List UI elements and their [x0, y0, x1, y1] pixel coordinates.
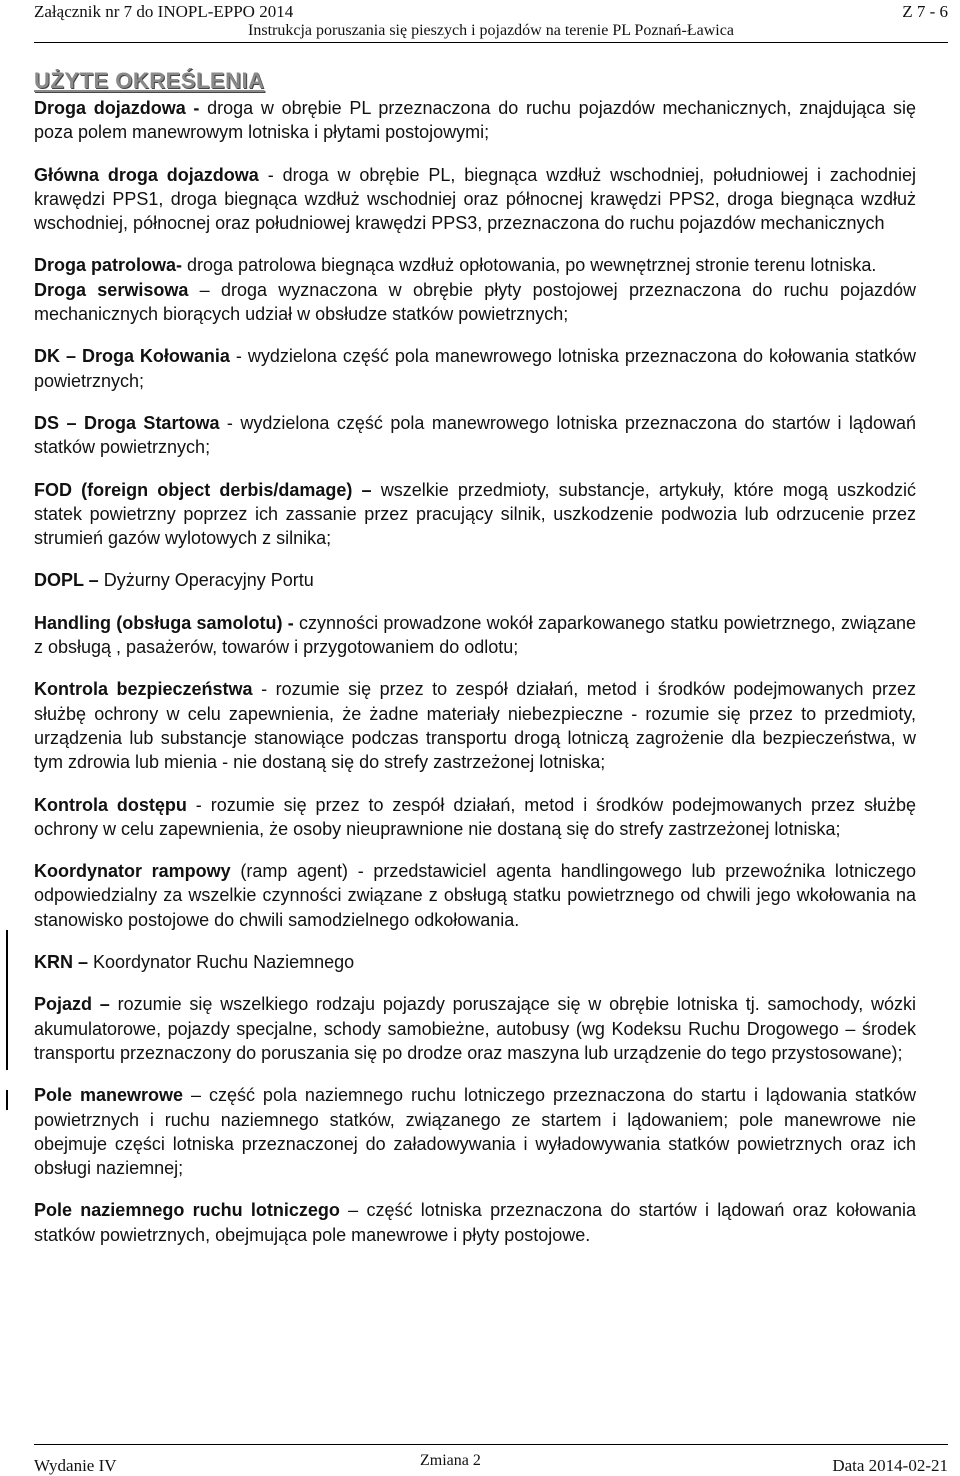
definition-term: KRN –: [34, 952, 89, 973]
definition-text: Koordynator Ruchu Naziemnego: [88, 952, 355, 973]
definition-entry: [34, 611, 916, 660]
definition-text: - wydzielona część pola manewrowego lotniska przeznaczona do startów i lądowań statków powietrznych;: [34, 412, 916, 458]
definition-entry: [34, 677, 916, 774]
definition-term: Droga patrolowa-: [34, 255, 183, 276]
definition-term: Główna droga dojazdowa: [34, 164, 259, 185]
definition-entry: [34, 253, 916, 277]
definition-term: Koordynator rampowy: [34, 861, 231, 882]
definition-entry: [34, 568, 916, 592]
definition-term: DK – Droga Kołowania: [34, 346, 230, 367]
change-bar: [6, 930, 8, 1070]
header-subtitle: Instrukcja poruszania się pieszych i pojazdów na terenie PL Poznań-Ławica: [248, 22, 734, 39]
definition-text: (ramp agent) - przedstawiciel agenta handlingowego lub przewoźnika lotniczego odpowiedzialny za wszelkie czynności związane z obsługą statku powietrznego od chwili jego wkołowania na stanowisko postojowe do chwili samodzielnego odkołowania.: [34, 861, 916, 930]
definition-term: Kontrola bezpieczeństwa: [34, 679, 253, 700]
definition-term: DS – Droga Startowa: [34, 412, 220, 433]
definition-term: FOD (foreign object derbis/damage) –: [34, 479, 372, 500]
definition-term: Droga serwisowa: [34, 279, 189, 300]
change-bar: [6, 1090, 8, 1110]
definition-entry: [34, 96, 916, 145]
header-attachment-title: Załącznik nr 7 do INOPL-EPPO 2014: [34, 2, 294, 21]
definition-text: – część lotniska przeznaczona do startów i lądowań oraz kołowania statków powietrznych, obejmująca pole manewrowe i płyty postojowe.: [34, 1200, 916, 1245]
definition-entry: [34, 950, 916, 974]
definition-text: - wydzielona część pola manewrowego lotniska przeznaczona do kołowania statków powietrznych;: [34, 346, 916, 391]
definition-term: DOPL –: [34, 570, 99, 591]
definition-entry: [34, 992, 916, 1065]
definition-text: - droga w obrębie PL, biegnąca wzdłuż wschodniej, południowej i zachodniej krawędzi PPS1, droga biegnąca wzdłuż wschodniej oraz północnej krawędzi PPS2, droga biegnąca wzdłuż wschodniej, północnej oraz południowej krawędzi PPS3, przeznaczona do ruchu pojazdów mechanicznych: [34, 164, 916, 234]
definition-text: droga w obrębie PL przeznaczona do ruchu pojazdów mechanicznych, znajdująca się poza polem manewrowym lotniska i płytami postojowymi;: [34, 98, 916, 143]
definition-text: – droga wyznaczona w obrębie płyty postojowej przeznaczona do ruchu pojazdów mechanicznych biorących udział w obsłudze statków powietrznych;: [34, 279, 916, 325]
definition-entry: [34, 478, 916, 551]
definition-entry: [34, 163, 916, 236]
header-page-number: Z 7 - 6: [902, 2, 948, 21]
definition-text: droga patrolowa biegnąca wzdłuż opłotowania, po wewnętrznej stronie terenu lotniska.: [182, 255, 877, 276]
definition-text: - rozumie się przez to zespół działań, metod i środków podejmowanych przez służbę ochrony w celu zapewnienia, że żadne materiały niebezpieczne - rozumie się przez to przedmioty, urządzenia lub substancje stanowiące podczas transportu drogą lotniczą zagrożenie dla bezpieczeństwa, w tym zdrowia lub mienia - nie dostaną się do strefy zastrzeżonej lotniska;: [34, 679, 917, 773]
definition-term: Pojazd –: [34, 994, 110, 1015]
definition-text: czynności prowadzone wokół zaparkowanego statku powietrznego, związane z obsługą , pasażerów, towarów i przygotowaniem do odlotu;: [34, 612, 916, 658]
definition-entry: [34, 859, 916, 932]
definitions-list: [34, 96, 916, 1247]
definition-entry: [34, 411, 916, 460]
definition-text: - rozumie się przez to zespół działań, metod i środków podejmowanych przez służbę ochrony w celu zapewnienia, że osoby nieuprawnione nie dostaną się do strefy zastrzeżonej lotniska;: [34, 794, 916, 839]
definition-entry: [34, 344, 916, 393]
definition-entry: [34, 1198, 916, 1247]
definition-entry: [34, 793, 916, 842]
section-title: UŻYTE OKREŚLENIA: [34, 68, 265, 93]
definition-entry: [34, 1083, 916, 1180]
footer-change: Zmiana 2: [420, 1452, 481, 1469]
definition-term: Pole naziemnego ruchu lotniczego: [34, 1200, 340, 1221]
definition-term: Handling (obsługa samolotu) -: [34, 612, 294, 633]
page-header: [34, 0, 948, 43]
definition-text: Dyżurny Operacyjny Portu: [98, 570, 314, 591]
definition-term: Kontrola dostępu: [34, 794, 187, 815]
definition-text: wszelkie przedmioty, substancje, artykuły, które mogą uszkodzić statek powietrzny poprzez ich zassanie przez pracujący silnik, uszkodzenie podwozia lub odrzucenie przez strumień gazów wylotowych z silnika;: [34, 479, 917, 549]
footer-date: Data 2014-02-21: [832, 1456, 948, 1475]
definition-term: Pole manewrowe: [34, 1085, 184, 1106]
definition-entry: [34, 278, 916, 327]
definition-term: Droga dojazdowa -: [34, 98, 200, 118]
definition-text: – część pola naziemnego ruchu lotniczego przeznaczona do startu i lądowania statków powietrznych i ruchu naziemnego statków, związanego ze startem i lądowaniem; pole manewrowe nie obejmuje części lotniska przeznaczonej do załadowywania i wyładowywania statków powietrznych oraz ich obsługi naziemnej;: [34, 1085, 916, 1179]
definition-text: rozumie się wszelkiego rodzaju pojazdy poruszające się w obrębie lotniska tj. samochody, wózki akumulatorowe, pojazdy specjalne, schody samobieżne, autobusy (wg Kodeksu Ruchu Drogowego – środek transportu przeznaczony do poruszania się po drodze oraz maszyna lub urządzenie do tego przystosowane);: [34, 994, 916, 1063]
footer-edition: Wydanie IV: [34, 1456, 117, 1475]
